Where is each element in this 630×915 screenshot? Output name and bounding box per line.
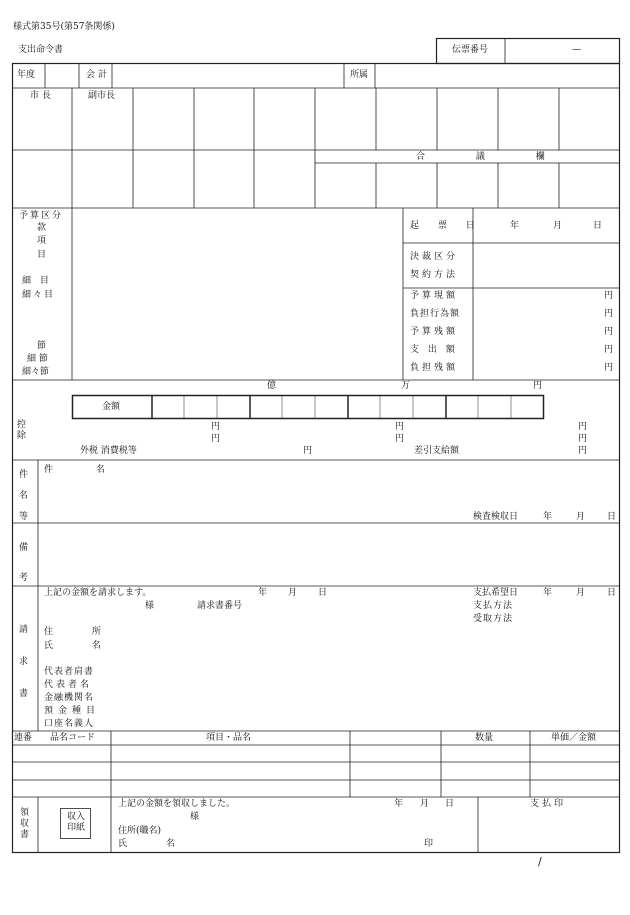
budget-detail-field[interactable] [73,209,402,379]
slip-number-value[interactable]: — [572,45,581,55]
budget-kou-label: 項 [37,236,47,246]
burden-remaining-label: 負担残額 [410,363,459,373]
budget-setsu-label: 節 [37,341,47,351]
invoice-address-label: 住 所 [44,627,119,637]
tax-yen: 円 [303,446,313,456]
receipt-date-day: 日 [445,799,455,809]
footer-mark: / [538,855,542,868]
unit-oku: 億 [267,381,277,391]
budget-saisaisetsu-label: 細々節 [22,367,50,377]
payment-seal-field[interactable] [480,811,618,851]
budget-remaining-label: 予算残額 [410,327,459,337]
department-label: 所属 [350,70,369,80]
invoice-date-year: 年 [258,588,268,598]
invoice-side-label: 請求書 [19,625,29,699]
budget-moku-label: 目 [37,250,47,260]
payment-method-label: 支払方法 [473,601,514,611]
col-price-header: 単価／金額 [551,733,597,743]
budget-current-label: 予算現額 [410,291,459,301]
contract-label: 契約方法 [410,270,459,280]
accounting-field[interactable] [113,64,343,87]
account-holder-label: 口座名義人 [44,719,95,729]
inspection-date-label: 検査検収日 [473,512,519,522]
receipt-side-label: 領収書 [20,808,30,840]
payment-seal-label: 支払印 [530,799,567,809]
unit-yen: 円 [533,381,543,391]
expenditure-unit: 円 [604,345,614,355]
payment-date-month: 月 [576,588,586,598]
consultation-label: 合 議 欄 [416,152,569,162]
receipt-honorific: 様 [190,812,200,822]
amount-label: 金額 [102,402,121,412]
budget-saisetsu-label: 細 節 [27,354,48,364]
col-item-header: 項目・品名 [206,733,252,743]
unit-man: 万 [401,381,411,391]
subject-name-field[interactable] [110,463,465,508]
draft-date-month: 月 [553,221,563,231]
table-row[interactable] [13,763,619,779]
draft-date-day: 日 [593,221,603,231]
budget-division-label: 予算区分 [19,211,64,221]
budget-remaining-unit: 円 [604,327,614,337]
col-code-header: 品名コード [50,733,96,743]
draft-date-year: 年 [510,221,520,231]
invoice-request-text: 上記の金額を請求します。 [44,588,152,598]
net-payment-yen: 円 [578,446,588,456]
burden-remaining-unit: 円 [604,363,614,373]
subject-side-label: 件名等 [19,470,29,522]
decision-label: 決裁区分 [410,252,459,262]
payment-date-day: 日 [607,588,617,598]
year-label: 年度 [17,70,36,80]
vice-mayor-label: 副市長 [88,91,116,101]
deduction-yen-2b: 円 [395,434,405,444]
deduction-yen-1a: 円 [211,422,221,432]
budget-saimoku-label: 細 目 [22,276,52,286]
receipt-seal-label: 印 [424,839,434,849]
invoice-date-month: 月 [288,588,298,598]
tax-label: 外税 消費税等 [80,446,137,456]
net-payment-label: 差引支給額 [414,446,460,456]
deposit-type-label: 預金種目 [44,706,101,716]
subject-name-label: 件 名 [44,465,125,475]
inspection-month: 月 [576,512,586,522]
receipt-date-month: 月 [420,799,430,809]
revenue-stamp-label: 収入印紙 [66,812,85,833]
bank-name-label: 金融機関名 [44,693,95,703]
department-field[interactable] [376,64,619,87]
form-caption: 様式第35号(第57条関係) [13,22,115,32]
receipt-name-label: 氏 名 [118,839,193,849]
remarks-field[interactable] [39,524,619,585]
slip-number-label: 伝票番号 [452,45,489,55]
budget-kan-label: 款 [37,223,47,233]
deduction-yen-2c: 円 [578,434,588,444]
invoice-number-label: 請求書番号 [197,601,243,611]
budget-current-unit: 円 [604,291,614,301]
budget-burden-unit: 円 [604,309,614,319]
payment-date-year: 年 [543,588,553,598]
invoice-name-label: 氏 名 [44,641,119,651]
invoice-detail-field[interactable] [115,624,465,729]
invoice-honorific: 様 [145,601,155,611]
budget-burden-label: 負担行為額 [410,309,461,319]
draft-date-label: 起 票 日 [410,221,483,231]
inspection-year: 年 [543,512,553,522]
deduction-yen-2a: 円 [211,434,221,444]
invoice-date-day: 日 [318,588,328,598]
expenditure-label: 支 出 額 [410,345,458,355]
receipt-text: 上記の金額を領収しました。 [118,799,236,809]
accounting-label: 会計 [86,70,111,80]
receipt-date-year: 年 [394,799,404,809]
budget-saisaimoku-label: 細々目 [22,290,56,300]
rep-name-label: 代表者名 [44,680,93,690]
col-quantity-header: 数量 [475,733,494,743]
mayor-label: 市 長 [30,91,51,101]
receive-method-label: 受取方法 [473,614,514,624]
amount-digits-field[interactable] [153,396,543,418]
receipt-address-label: 住所(職名) [118,826,162,836]
payment-date-label: 支払希望日 [473,588,519,598]
rep-title-label: 代表者肩書 [44,667,95,677]
remarks-side-label: 備考 [19,543,29,583]
deduction-yen-1c: 円 [578,422,588,432]
doc-title: 支出命令書 [18,45,64,55]
inspection-day: 日 [607,512,617,522]
table-row[interactable] [13,781,619,796]
deduction-yen-1b: 円 [395,422,405,432]
deduction-label: 控除 [17,420,27,441]
year-field[interactable] [46,64,78,87]
col-serial-header: 連番 [14,733,33,743]
table-row[interactable] [13,746,619,761]
